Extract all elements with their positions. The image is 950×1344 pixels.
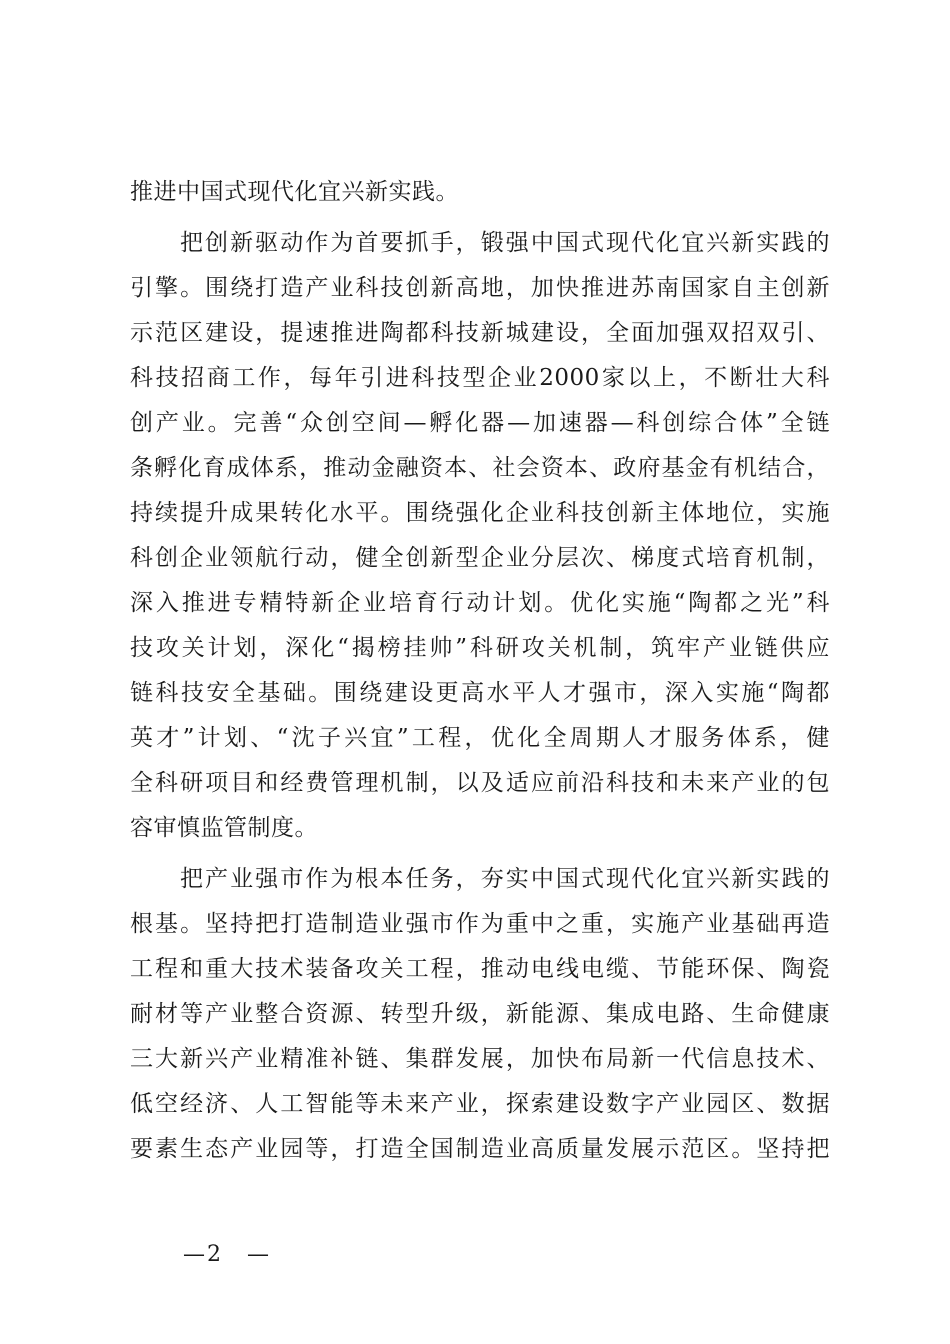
text-line: 根基。坚持把打造制造业强市作为重中之重，实施产业基础再造 [130,911,830,937]
text-line: 链科技安全基础。围绕建设更高水平人才强市，深入实施“陶都 [130,680,830,706]
text-line: 容审慎监管制度。 [130,815,318,841]
text-line: 英才”计划、“沈子兴宜”工程，优化全周期人才服务体系，健 [130,725,830,751]
text-line: 把产业强市作为根本任务，夯实中国式现代化宜兴新实践的 [180,866,830,892]
text-line: 把创新驱动作为首要抓手，锻强中国式现代化宜兴新实践的 [180,230,830,256]
text-line: 持续提升成果转化水平。围绕强化企业科技创新主体地位，实施 [130,500,830,526]
text-line: 科技招商工作，每年引进科技型企业2000家以上，不断壮大科 [130,365,830,391]
text-line: 推进中国式现代化宜兴新实践。 [130,179,459,205]
text-line: 科创企业领航行动，健全创新型企业分层次、梯度式培育机制， [130,545,830,571]
text-line: 工程和重大技术装备攻关工程，推动电线电缆、节能环保、陶瓷 [130,956,830,982]
paragraph-industry [130,857,830,1172]
text-line: 引擎。围绕打造产业科技创新高地，加快推进苏南国家自主创新 [130,275,830,301]
text-line: 技攻关计划，深化“揭榜挂帅”科研攻关机制，筑牢产业链供应 [130,635,830,661]
text-line: 深入推进专精特新企业培育行动计划。优化实施“陶都之光”科 [130,590,830,616]
paragraph-continuation [130,170,830,215]
document-body [130,170,830,1178]
text-line: 要素生态产业园等，打造全国制造业高质量发展示范区。坚持把 [130,1136,830,1162]
paragraph-innovation [130,221,830,851]
text-line: 低空经济、人工智能等未来产业，探索建设数字产业园区、数据 [130,1091,830,1117]
text-line: 创产业。完善“众创空间—孵化器—加速器—科创综合体”全链 [130,410,830,436]
text-line: 全科研项目和经费管理机制，以及适应前沿科技和未来产业的包 [130,770,830,796]
text-line: 条孵化育成体系，推动金融资本、社会资本、政府基金有机结合， [130,455,830,481]
text-line: 三大新兴产业精准补链、集群发展，加快布局新一代信息技术、 [130,1046,830,1072]
page-number: —2 — [183,1242,271,1267]
text-line: 示范区建设，提速推进陶都科技新城建设，全面加强双招双引、 [130,320,830,346]
text-line: 耐材等产业整合资源、转型升级，新能源、集成电路、生命健康 [130,1001,830,1027]
